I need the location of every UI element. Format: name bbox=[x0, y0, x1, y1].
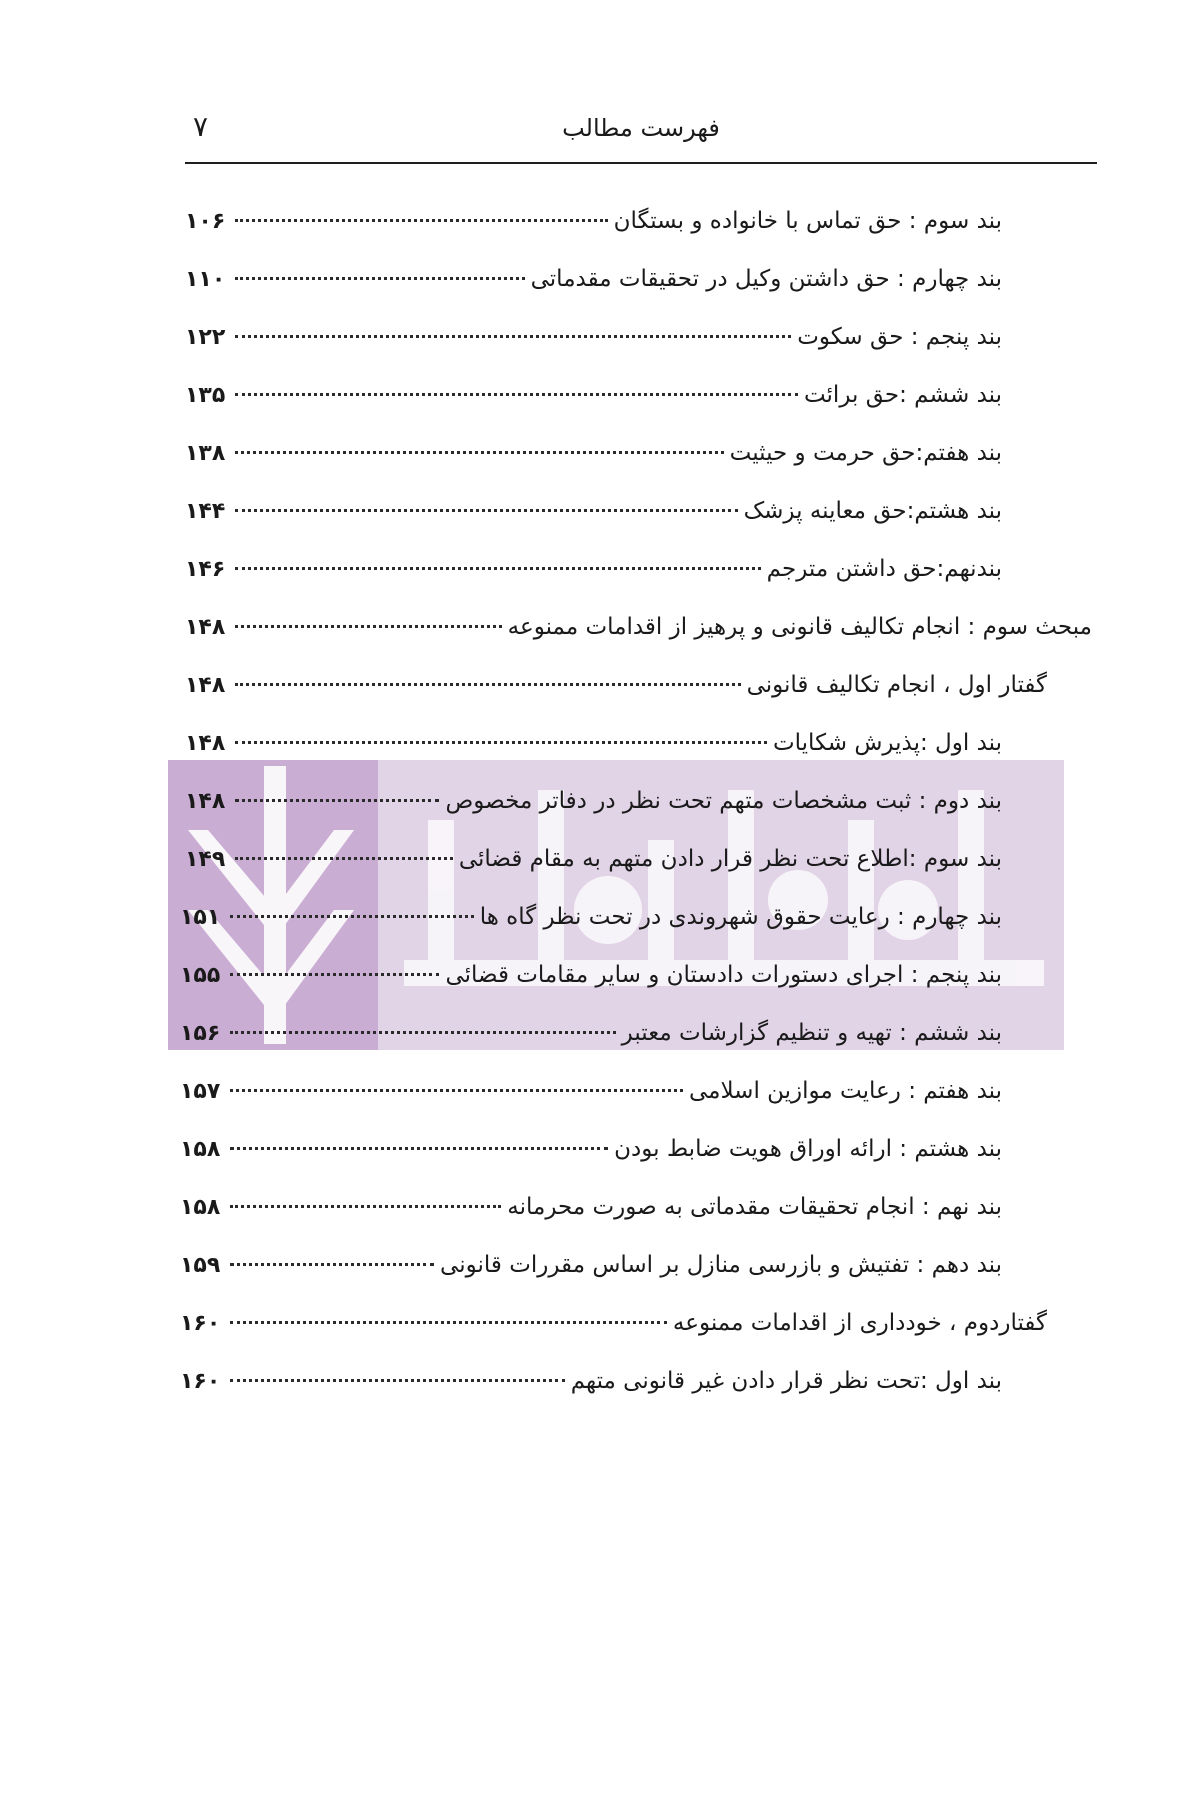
toc-entry-page: ۱۴۹ bbox=[185, 847, 226, 872]
toc-leader-dots bbox=[230, 1031, 616, 1034]
toc-entry-page: ۱۳۸ bbox=[185, 441, 226, 466]
toc-entry bbox=[180, 1020, 1002, 1064]
toc-entry-page: ۱۵۶ bbox=[180, 1021, 221, 1046]
toc-entry-title: بند دوم : ثبت مشخصات متهم تحت نظر در دفاتر مخصوص bbox=[445, 788, 1002, 814]
toc-entry bbox=[180, 1252, 1002, 1296]
toc-entry-page: ۱۳۵ bbox=[185, 383, 226, 408]
toc-entry-page: ۱۴۶ bbox=[185, 557, 226, 582]
toc-leader-dots bbox=[235, 567, 761, 570]
running-title: فهرست مطالب bbox=[562, 114, 720, 142]
toc-entry-page: ۱۵۵ bbox=[180, 963, 221, 988]
toc-entry-title: بند هفتم : رعایت موازین اسلامی bbox=[688, 1078, 1002, 1104]
toc-entry bbox=[180, 904, 1002, 948]
toc-entry-title: بند هشتم : ارائه اوراق هویت ضابط بودن bbox=[614, 1136, 1002, 1162]
toc-leader-dots bbox=[235, 393, 798, 396]
toc-entry-title: بند سوم : حق تماس با خانواده و بستگان bbox=[613, 208, 1002, 234]
toc-entry bbox=[185, 730, 1002, 774]
toc-entry-page: ۱۰۶ bbox=[185, 209, 226, 234]
toc-entry-page: ۱۴۴ bbox=[185, 499, 226, 524]
toc-section-entry bbox=[185, 614, 1092, 658]
toc-entry-title: گفتاردوم ، خودداری از اقدامات ممنوعه bbox=[672, 1310, 1047, 1336]
toc-leader-dots bbox=[235, 799, 439, 802]
toc-entry-title: بند نهم : انجام تحقیقات مقدماتی به صورت محرمانه bbox=[507, 1194, 1002, 1220]
toc-entry-page: ۱۴۸ bbox=[185, 731, 226, 756]
toc-entry-title: بندنهم:حق داشتن مترجم bbox=[766, 556, 1002, 582]
toc-leader-dots bbox=[230, 1321, 667, 1324]
toc-entry-page: ۱۵۷ bbox=[180, 1079, 221, 1104]
toc-entry-title: بند سوم :اطلاع تحت نظر قرار دادن متهم به مقام قضائی bbox=[458, 846, 1002, 872]
toc-entry-page: ۱۱۰ bbox=[185, 267, 226, 292]
toc-leader-dots bbox=[230, 1147, 608, 1150]
toc-entry bbox=[180, 962, 1002, 1006]
toc-entry bbox=[180, 1368, 1002, 1412]
toc-entry-title: بند پنجم : حق سکوت bbox=[797, 324, 1002, 350]
toc-entry-page: ۱۲۲ bbox=[185, 325, 226, 350]
toc-entry-page: ۱۵۸ bbox=[180, 1137, 221, 1162]
toc-entry bbox=[185, 788, 1002, 832]
toc-leader-dots bbox=[235, 219, 608, 222]
toc-leader-dots bbox=[230, 1263, 434, 1266]
toc-entry-title: بند دهم : تفتیش و بازرسی منازل بر اساس مقررات قانونی bbox=[440, 1252, 1002, 1278]
toc-entry bbox=[185, 440, 1002, 484]
toc-entry-page: ۱۶۰ bbox=[180, 1369, 221, 1394]
toc-entry bbox=[185, 382, 1002, 426]
toc-entry-title: بند چهارم : رعایت حقوق شهروندی در تحت نظر گاه ها bbox=[479, 904, 1002, 930]
toc-entry-page: ۱۶۰ bbox=[180, 1311, 221, 1336]
toc-entry bbox=[185, 498, 1002, 542]
toc-entry-page: ۱۵۹ bbox=[180, 1253, 221, 1278]
toc-entry bbox=[185, 266, 1002, 310]
toc-leader-dots bbox=[235, 741, 767, 744]
toc-entry-page: ۱۵۱ bbox=[180, 905, 221, 930]
toc-entry bbox=[185, 208, 1002, 252]
toc-entry-title: بند ششم : تهیه و تنظیم گزارشات معتبر bbox=[621, 1020, 1002, 1046]
toc-leader-dots bbox=[235, 335, 791, 338]
toc-leader-dots bbox=[230, 1089, 683, 1092]
toc-entry-title: بند هفتم:حق حرمت و حیثیت bbox=[729, 440, 1002, 466]
toc-entry bbox=[180, 1078, 1002, 1122]
toc-entry-page: ۱۵۸ bbox=[180, 1195, 221, 1220]
toc-entry-page: ۱۴۸ bbox=[185, 673, 226, 698]
toc-entry bbox=[185, 846, 1002, 890]
toc-leader-dots bbox=[235, 509, 738, 512]
toc-entry bbox=[185, 556, 1002, 600]
toc-entry-title: مبحث سوم : انجام تکالیف قانونی و پرهیز از اقدامات ممنوعه bbox=[507, 614, 1092, 640]
toc-leader-dots bbox=[235, 277, 525, 280]
toc-entry bbox=[185, 324, 1002, 368]
toc-entry-title: بند اول :پذیرش شکایات bbox=[773, 730, 1002, 756]
toc-entry-title: بند پنجم : اجرای دستورات دادستان و سایر مقامات قضائی bbox=[445, 962, 1002, 988]
header-rule bbox=[185, 162, 1097, 164]
toc-entry-page: ۱۴۸ bbox=[185, 615, 226, 640]
toc-entry-title: بند ششم :حق برائت bbox=[803, 382, 1002, 408]
toc-leader-dots bbox=[230, 1205, 501, 1208]
page-number: ۷ bbox=[193, 110, 209, 143]
toc-entry-title: بند چهارم : حق داشتن وکیل در تحقیقات مقدماتی bbox=[530, 266, 1002, 292]
toc-leader-dots bbox=[235, 451, 724, 454]
toc-subsection-entry bbox=[185, 672, 1047, 716]
toc-leader-dots bbox=[230, 1379, 565, 1382]
toc-entry bbox=[180, 1136, 1002, 1180]
toc-leader-dots bbox=[235, 857, 453, 860]
page-header bbox=[185, 104, 1097, 164]
toc-leader-dots bbox=[230, 915, 474, 918]
toc-leader-dots bbox=[235, 625, 502, 628]
toc-entry-page: ۱۴۸ bbox=[185, 789, 226, 814]
toc-entry-title: بند اول :تحت نظر قرار دادن غیر قانونی متهم bbox=[570, 1368, 1002, 1394]
toc-entry-title: گفتار اول ، انجام تکالیف قانونی bbox=[746, 672, 1047, 698]
toc-subsection-entry bbox=[180, 1310, 1047, 1354]
toc-entry-title: بند هشتم:حق معاینه پزشک bbox=[743, 498, 1002, 524]
toc-leader-dots bbox=[230, 973, 439, 976]
toc-leader-dots bbox=[235, 683, 741, 686]
toc-entry bbox=[180, 1194, 1002, 1238]
